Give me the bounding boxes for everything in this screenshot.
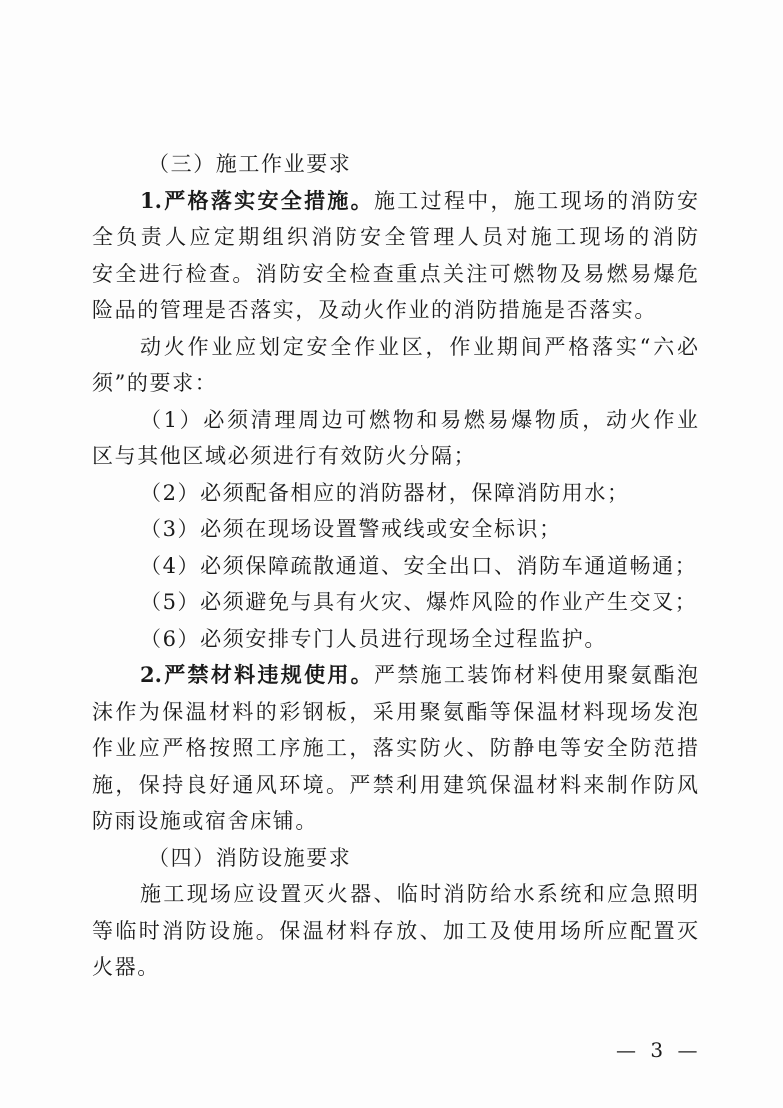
must-item-4: （4）必须保障疏散通道、安全出口、消防车通道畅通；: [140, 553, 698, 578]
page-number: — 3 —: [616, 1038, 702, 1062]
item-2-line: 沫作为保温材料的彩钢板，采用聚氨酯等保温材料现场发泡: [92, 699, 698, 724]
must-item-3: （3）必须在现场设置警戒线或安全标识；: [140, 517, 562, 541]
must-item-1-line: （1）必须清理周边可燃物和易燃易爆物质，动火作业: [140, 407, 698, 432]
section-4-heading: （四）消防设施要求: [148, 845, 352, 870]
must-item-2: （2）必须配备相应的消防器材，保障消防用水；: [140, 480, 630, 505]
item-1-line: 安全进行检查。消防安全检查重点关注可燃物及易燃易爆危: [92, 261, 698, 286]
item-2-line: 防雨设施或宿舍床铺。: [92, 809, 318, 833]
must-item-6: （6）必须安排专门人员进行现场全过程监护。: [140, 626, 607, 651]
section-4-line: 火器。: [92, 955, 160, 979]
section-4-line: 施工现场应设置灭火器、临时消防给水系统和应急照明: [140, 882, 698, 906]
item-2-line: 作业应严格按照工序施工，落实防火、防静电等安全防范措: [92, 736, 698, 760]
section-4-line: 等临时消防设施。保温材料存放、加工及使用场所应配置灭: [92, 918, 698, 943]
must-item-1-line: 区与其他区域必须进行有效防火分隔；: [92, 444, 477, 468]
hotwork-line: 动火作业应划定安全作业区，作业期间严格落实“六必: [140, 334, 698, 359]
section-3-heading: （三）施工作业要求: [148, 152, 352, 176]
item-1-first-line: [92, 183, 698, 220]
item-1-text: 施工过程中，施工现场的消防安: [374, 188, 698, 213]
item-1-line: 险品的管理是否落实，及动火作业的消防措施是否落实。: [92, 298, 657, 322]
item-2-title: 2.严禁材料违规使用。: [140, 662, 374, 687]
hotwork-line: 须”的要求：: [92, 371, 218, 395]
must-item-5: （5）必须避免与具有火灾、爆炸风险的作业产生交叉；: [140, 590, 698, 614]
item-2-text: 严禁施工装饰材料使用聚氨酯泡: [374, 663, 698, 687]
item-2-first-line: [92, 657, 698, 694]
document-body: [92, 146, 698, 986]
item-1-title: 1.严格落实安全措施。: [140, 187, 374, 213]
item-2-line: 施，保持良好通风环境。严禁利用建筑保温材料来制作防风: [92, 772, 698, 797]
item-1-line: 全负责人应定期组织消防安全管理人员对施工现场的消防: [92, 225, 698, 249]
